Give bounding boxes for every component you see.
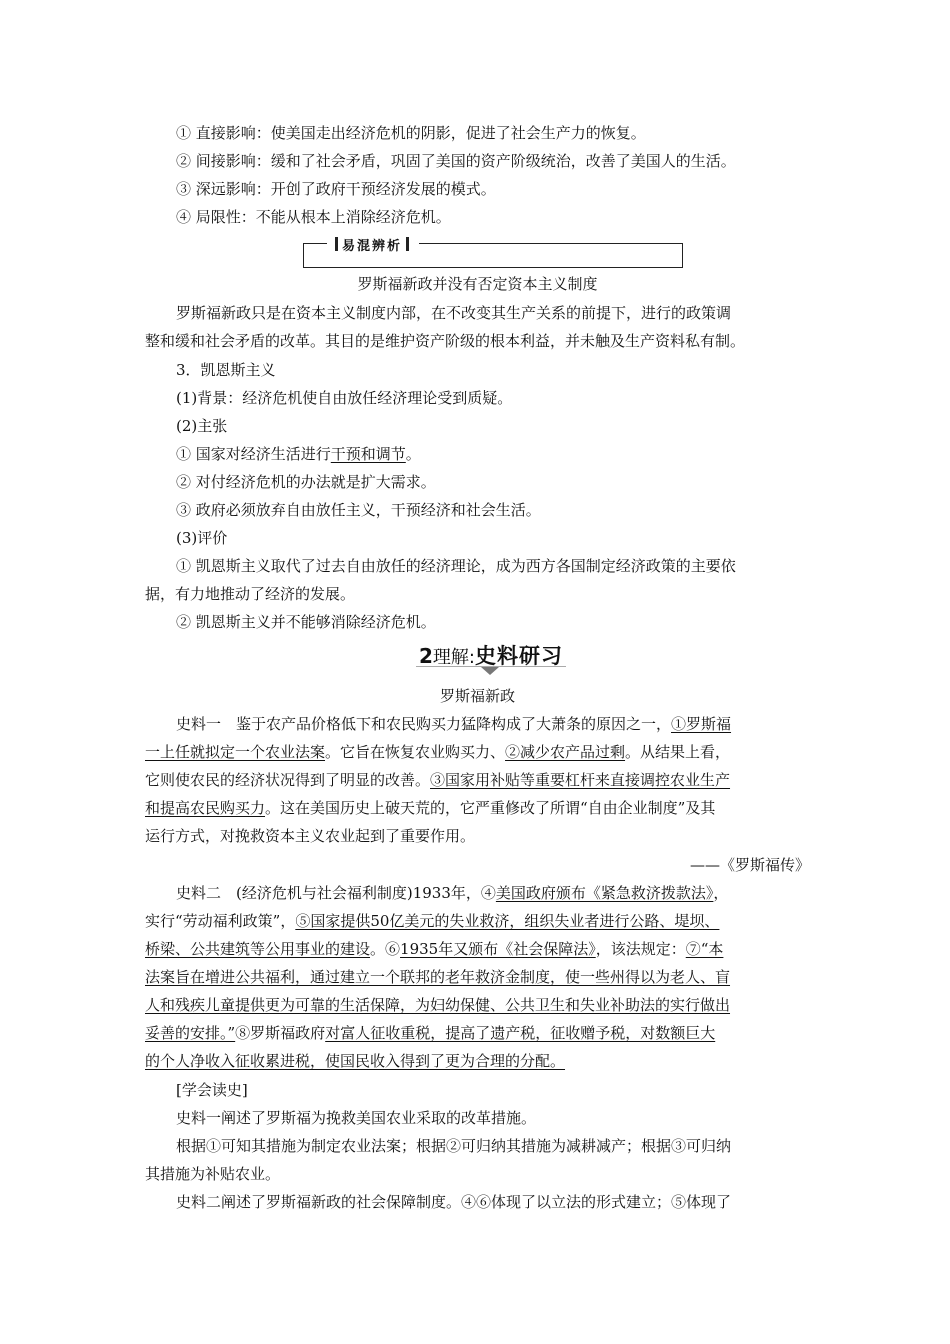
keynes-background: (1)背景：经济危机使自由放任经济理论受到质疑。 bbox=[176, 389, 513, 407]
source1-line5: 运行方式，对挽救资本主义农业起到了重要作用。 bbox=[145, 827, 476, 845]
source1-line3: 它则使农民的经济状况得到了明显的改善。③国家用补贴等重要杠杆来直接调控农业生产 bbox=[145, 771, 731, 789]
keynes-claim-3: ③ 政府必须放弃自由放任主义，干预经济和社会生活。 bbox=[176, 501, 541, 519]
keynes-eval-1a: ① 凯恩斯主义取代了过去自由放任的经济理论，成为西方各国制定经济政策的主要依 bbox=[176, 557, 736, 575]
mix-paragraph-line2: 整和缓和社会矛盾的改革。其目的是维护资产阶级的根本利益，并未触及生产资料私有制。 bbox=[145, 332, 746, 350]
keynes-eval-1b: 据，有力地推动了经济的发展。 bbox=[145, 585, 356, 603]
learn-heading: [学会读史] bbox=[176, 1081, 248, 1099]
source2-line7: 的个人净收入征收累进税，使国民收入得到了更为合理的分配。 bbox=[145, 1052, 566, 1070]
indirect-impact-line: ② 间接影响：缓和了社会矛盾，巩固了美国的资产阶级统治，改善了美国人的生活。 bbox=[176, 152, 736, 170]
source1-line4: 和提高农民购买力。这在美国历史上破天荒的，它严重修改了所谓“自由企业制度”及其 bbox=[145, 799, 716, 817]
learn-line4: 史料二阐述了罗斯福新政的社会保障制度。④⑥体现了以立法的形式建立；⑤体现了 bbox=[176, 1193, 732, 1211]
keynes-claims-heading: (2)主张 bbox=[176, 417, 228, 435]
source1-line1: 史料一 鉴于农产品价格低下和农民购买力猛降构成了大萧条的原因之一，①罗斯福 bbox=[176, 715, 732, 733]
mix-paragraph-line1: 罗斯福新政只是在资本主义制度内部，在不改变其生产关系的前提下，进行的政策调 bbox=[176, 304, 732, 322]
direct-impact-line: ① 直接影响：使美国走出经济危机的阴影，促进了社会生产力的恢复。 bbox=[176, 124, 646, 142]
section-title: 罗斯福新政 bbox=[439, 687, 515, 705]
source1-line2: 一上任就拟定一个农业法案。它旨在恢复农业购买力、②减少农产品过剩。从结果上看， bbox=[145, 743, 731, 761]
keynes-heading: 3．凯恩斯主义 bbox=[176, 361, 276, 379]
source2-line4: 法案旨在增进公共福利，通过建立一个联邦的老年救济金制度，使一些州得以为老人、盲 bbox=[145, 968, 731, 986]
keynes-claim-1: ① 国家对经济生活进行干预和调节。 bbox=[176, 445, 421, 463]
source1-citation: ——《罗斯福传》 bbox=[689, 856, 810, 874]
profound-impact-line: ③ 深远影响：开创了政府干预经济发展的模式。 bbox=[176, 180, 496, 198]
source2-line2: 实行“劳动福利政策”，⑤国家提供50亿美元的失业救济，组织失业者进行公路、堤坝、 bbox=[145, 912, 720, 930]
mix-analysis-title: 罗斯福新政并没有否定资本主义制度 bbox=[357, 275, 598, 293]
source2-line1: 史料二 (经济危机与社会福利制度)1933年，④美国政府颁布《紧急救济拨款法》， bbox=[176, 884, 729, 902]
mix-analysis-label: 易混辨析 bbox=[327, 234, 417, 254]
keynes-claim-2: ② 对付经济危机的办法就是扩大需求。 bbox=[176, 473, 436, 491]
triangle-down-icon bbox=[481, 667, 499, 675]
learn-line2: 根据①可知其措施为制定农业法案；根据②可归纳其措施为减耕减产；根据③可归纳 bbox=[176, 1137, 732, 1155]
learn-line1: 史料一阐述了罗斯福为挽救美国农业采取的改革措施。 bbox=[176, 1109, 537, 1127]
learn-line3: 其措施为补贴农业。 bbox=[145, 1165, 281, 1183]
source2-line3: 桥梁、公共建筑等公用事业的建设。⑥1935年又颁布《社会保障法》，该法规定：⑦“本 bbox=[145, 940, 724, 958]
limitation-line: ④ 局限性：不能从根本上消除经济危机。 bbox=[176, 208, 451, 226]
section-heading: 2 理解 : 史料研习 bbox=[419, 644, 563, 668]
source2-line5: 人和残疾儿童提供更为可靠的生活保障，为妇幼保健、公共卫生和失业补助法的实行做出 bbox=[145, 996, 731, 1014]
keynes-eval-2: ② 凯恩斯主义并不能够消除经济危机。 bbox=[176, 613, 436, 631]
keynes-eval-heading: (3)评价 bbox=[176, 529, 228, 547]
source2-line6: 妥善的安排。”⑧罗斯福政府对富人征收重税，提高了遗产税，征收赠予税，对数额巨大 bbox=[145, 1024, 716, 1042]
